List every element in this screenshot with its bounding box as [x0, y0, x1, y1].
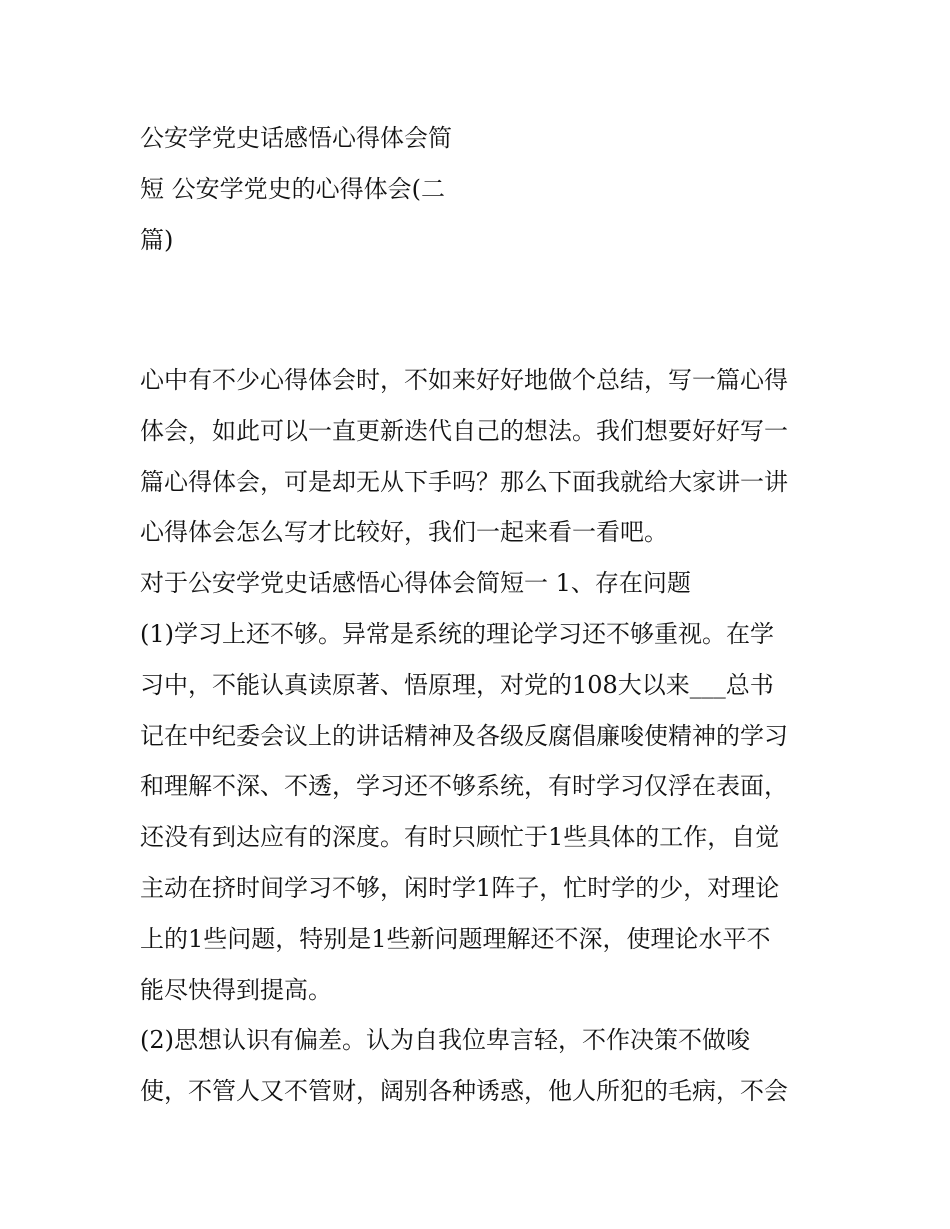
body-line: 使，不管人又不管财，阔别各种诱惑，他人所犯的毛病，不会: [140, 1077, 788, 1106]
body-line: 体会，如此可以一直更新迭代自己的想法。我们想要好好写一: [140, 416, 788, 445]
body-line: (2)思想认识有偏差。认为自我位卑言轻，不作决策不做唆: [140, 1026, 750, 1055]
body-line: 心得体会怎么写才比较好，我们一起来看一看吧。: [140, 518, 668, 547]
body-line: 和理解不深、不透，学习还不够系统，有时学习仅浮在表面，: [140, 772, 788, 801]
section-heading: 对于公安学党史话感悟心得体会简短一 1、存在问题: [140, 569, 691, 598]
body-line: 心中有不少心得体会时，不如来好好地做个总结，写一篇心得: [140, 366, 788, 394]
title-line: 篇): [140, 225, 174, 254]
body-line: 主动在挤时间学习不够，闲时学1阵子，忙时学的少，对理论: [140, 873, 780, 902]
document-body: [140, 355, 830, 1117]
body-line: 还没有到达应有的深度。有时只顾忙于1些具体的工作，自觉: [140, 823, 780, 852]
body-line: 习中，不能认真读原著、悟原理，对党的108大以来___总书: [140, 670, 774, 699]
title-line: 短 公安学党史的心得体会(二: [140, 174, 445, 203]
body-line: (1)学习上还不够。异常是系统的理论学习还不够重视。在学: [140, 619, 774, 648]
body-line: 上的1些问题，特别是1些新问题理解还不深，使理论水平不: [140, 924, 771, 953]
body-line: 记在中纪委会议上的讲话精神及各级反腐倡廉唆使精神的学习: [140, 721, 788, 750]
body-line: 篇心得体会，可是却无从下手吗？那么下面我就给大家讲一讲: [140, 467, 788, 496]
document-title: [140, 113, 820, 265]
title-line: 公安学党史话感悟心得体会简: [140, 124, 452, 152]
body-line: 能尽快得到提高。: [140, 975, 332, 1004]
